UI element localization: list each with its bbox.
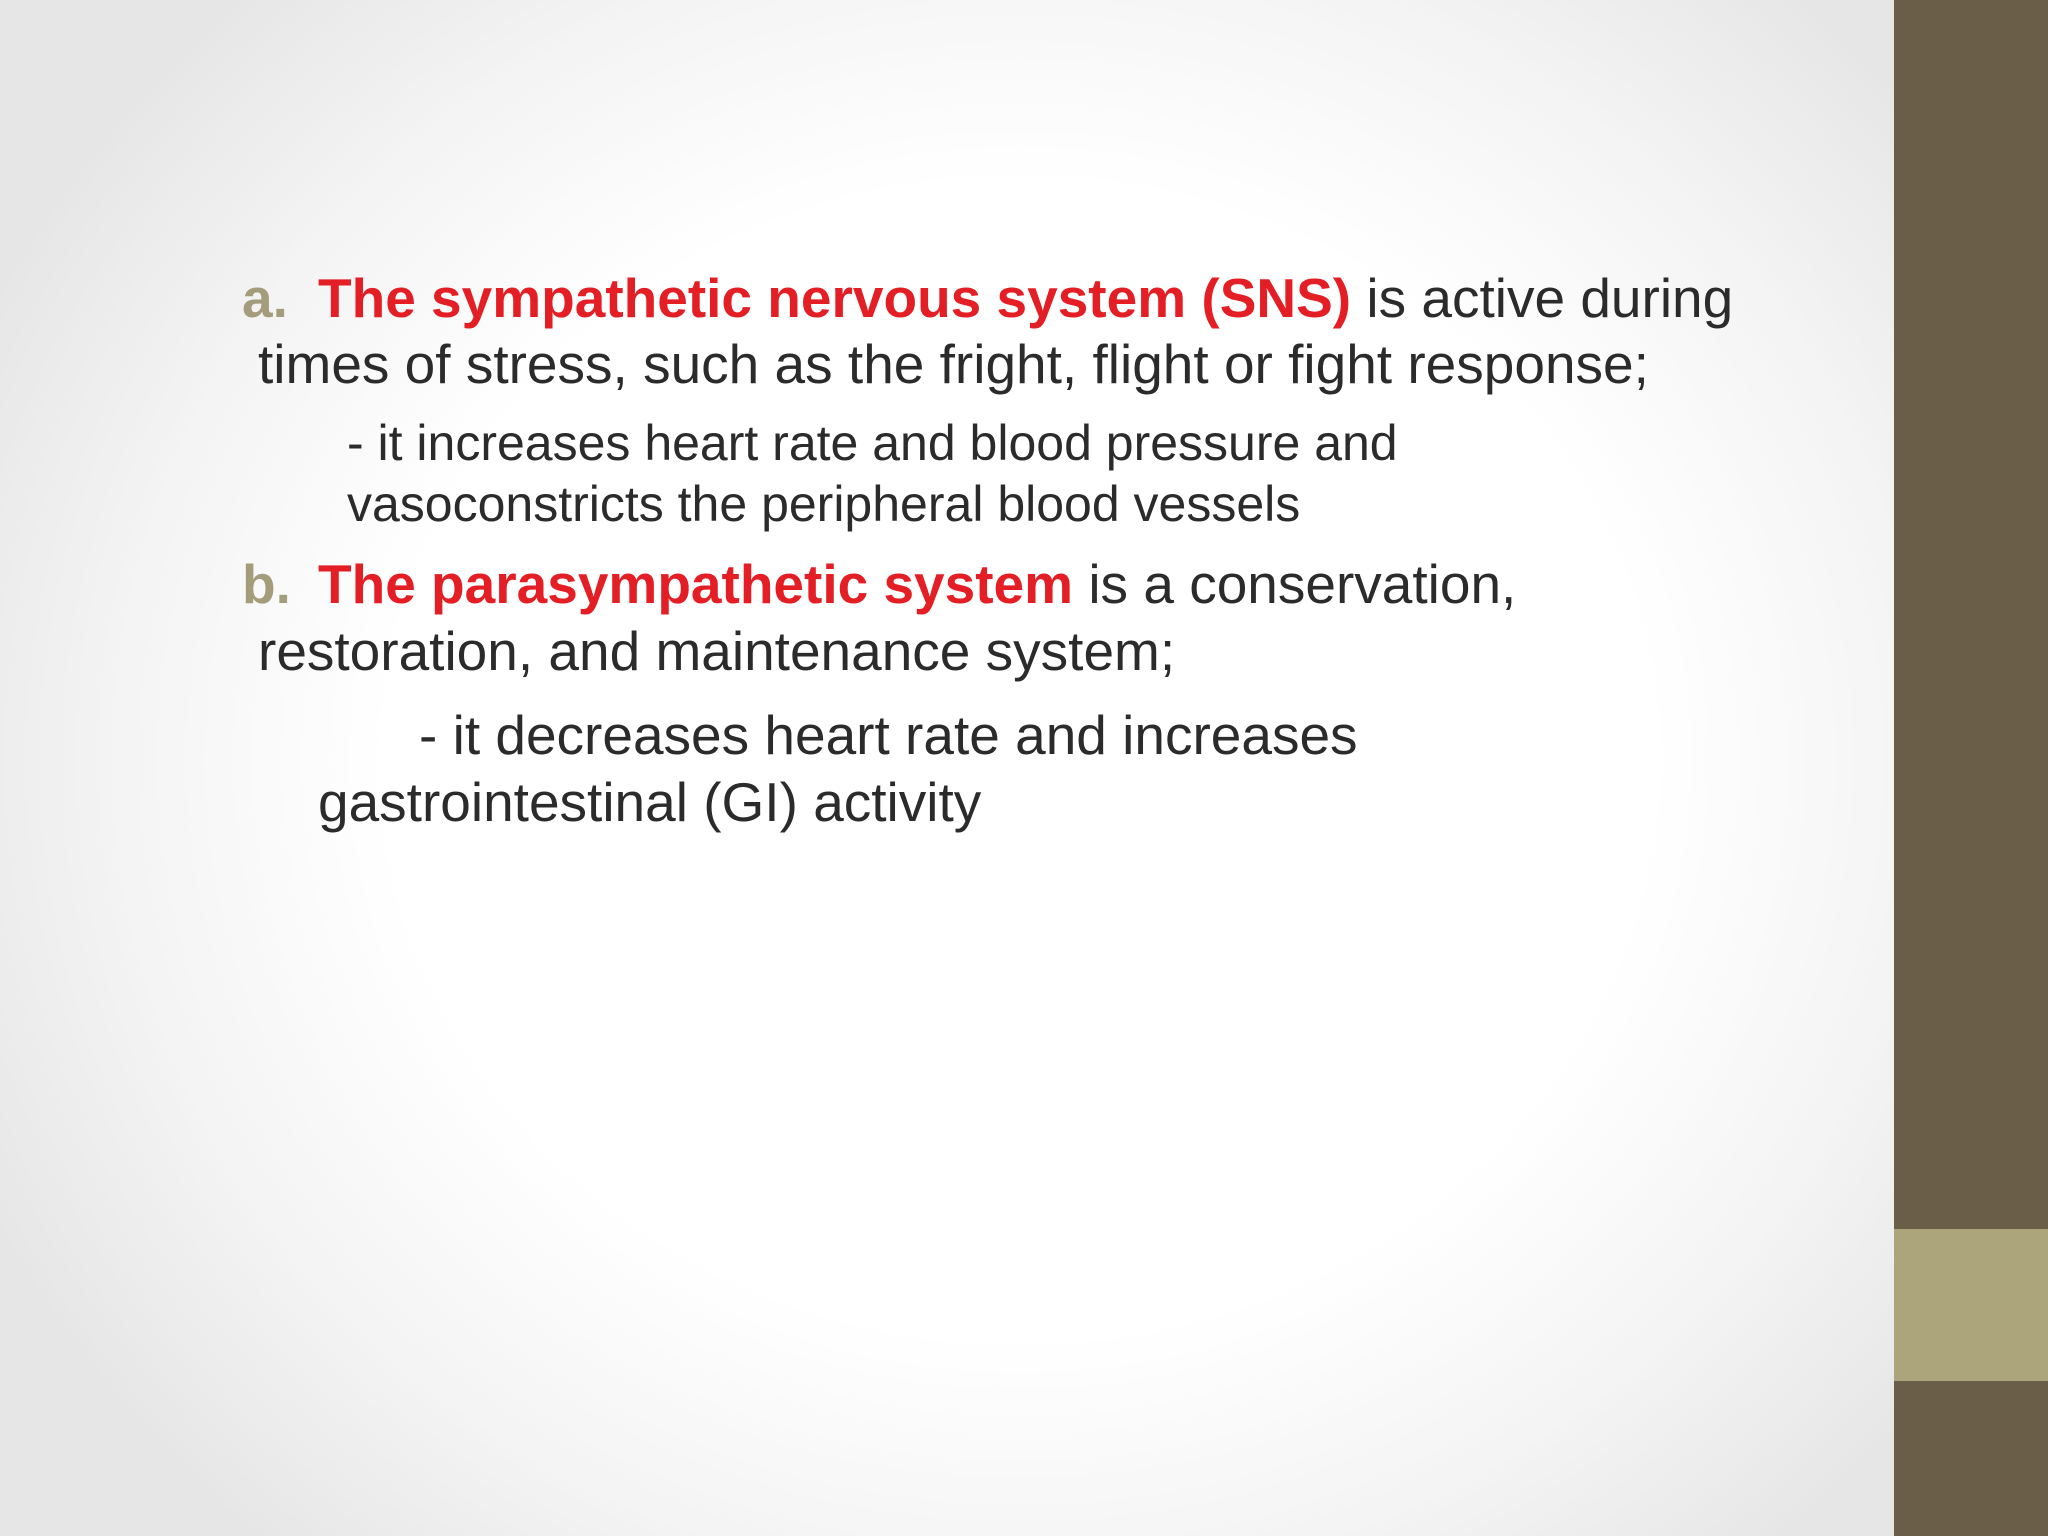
item-a-sub-line2: vasoconstricts the peripheral blood vessels [347,476,1301,532]
item-a-text: is active during [1351,267,1734,329]
item-a-line1 [242,266,1733,330]
item-b-line1 [242,552,1516,616]
item-a-sub-line1: - it increases heart rate and blood pressure and [347,415,1398,471]
item-a-marker: a. [242,267,288,329]
item-b-sub-line1: - it decreases heart rate and increases [419,704,1358,766]
sidebar-accent [1894,1229,2048,1381]
item-b-marker: b. [242,553,291,615]
item-a-key-term: The sympathetic nervous system (SNS) [318,267,1352,329]
item-b-text: is a conservation, [1073,553,1517,615]
item-b-sub-line2: gastrointestinal (GI) activity [318,771,982,833]
item-b-line2: restoration, and maintenance system; [258,620,1176,682]
item-a-line2: times of stress, such as the fright, flight or fight response; [258,333,1649,395]
item-b-key-term: The parasympathetic system [318,553,1074,615]
